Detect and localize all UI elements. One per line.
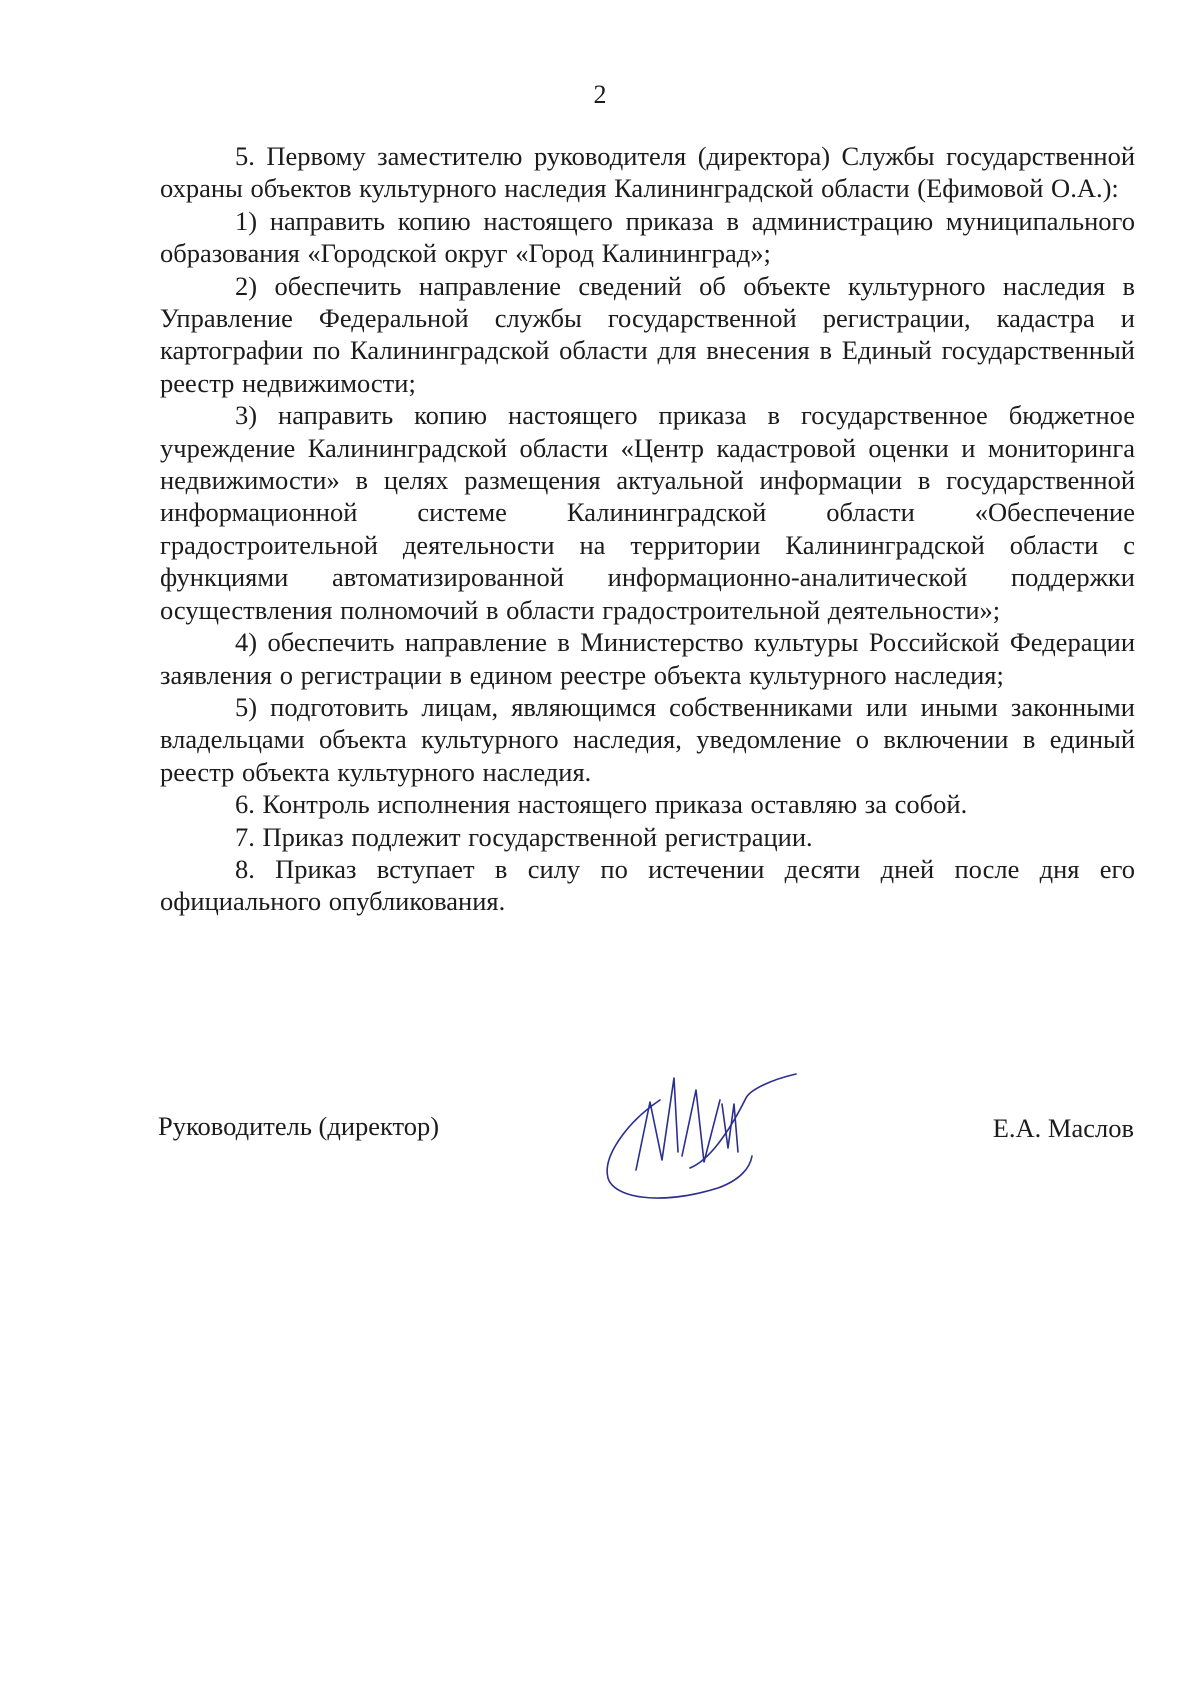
document-body [160,140,1135,918]
handwritten-signature [600,1060,800,1210]
paragraph-item-6: 6. Контроль исполнения настоящего приказа оставляю за собой. [235,789,968,820]
paragraph-subitem-3: 3) направить копию настоящего приказа в государственное бюджетное учреждение Калининградской области «Центр кадастровой оценки и мониторинга недвижимости» в целях размещения актуальной информации в государственной информационной системе Калининградской области «Обеспечение градостроительной деятельности на территории Калининградской области с функциями автоматизированной информационно-аналитической поддержки осуществления полномочий в области градостроительной деятельности»; [160,400,1135,625]
paragraph-item-7: 7. Приказ подлежит государственной регистрации. [235,821,813,852]
paragraph-item-5: 5. Первому заместителю руководителя (директора) Службы государственной охраны объектов культурного наследия Калининградской области (Ефимовой О.А.): [160,141,1135,204]
paragraph-subitem-2: 2) обеспечить направление сведений об объекте культурного наследия в Управление Федеральной службы государственной регистрации, кадастра и картографии по Калининградской области для внесения в Единый государственный реестр недвижимости; [160,270,1135,398]
signatory-title: Руководитель (директор) [158,1111,440,1141]
paragraph-item-8: 8. Приказ вступает в силу по истечении десяти дней после дня его официального опубликования. [160,853,1135,917]
paragraph-subitem-1: 1) направить копию настоящего приказа в администрацию муниципального образования «Городской округ «Город Калининград»; [160,205,1135,269]
paragraph-subitem-5: 5) подготовить лицам, являющимся собственниками или иными законными владельцами объекта культурного наследия, уведомление о включении в единый реестр объекта культурного наследия. [160,691,1135,787]
page-number: 2 [593,80,607,109]
paragraph-subitem-4: 4) обеспечить направление в Министерство культуры Российской Федерации заявления о регистрации в едином реестре объекта культурного наследия; [160,627,1135,690]
signatory-name: Е.А. Маслов [992,1113,1134,1143]
